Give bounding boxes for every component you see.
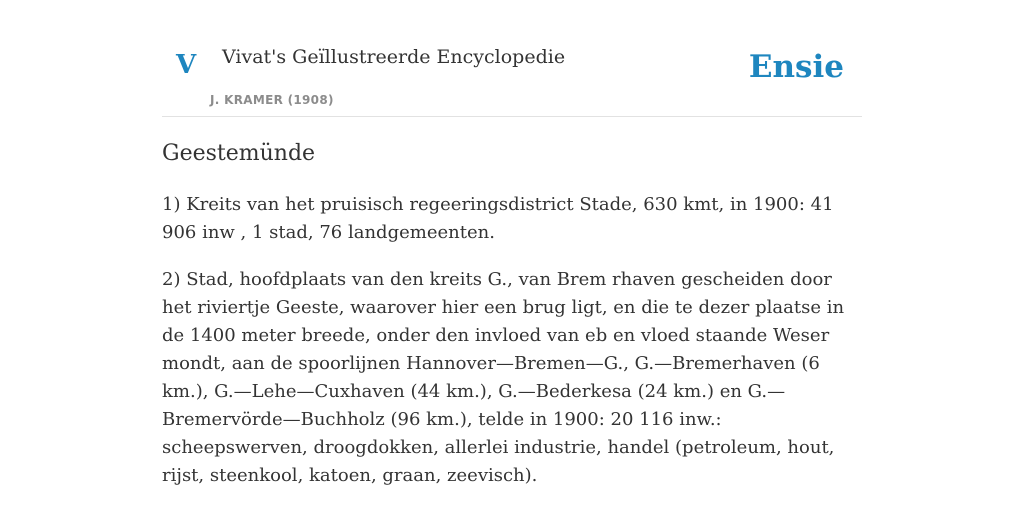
entry-content xyxy=(162,140,862,509)
entry-paragraph-2: 2) Stad, hoofdplaats van den kreits G., van Brem rhaven gescheiden door het riviertje Geeste, waarover hier een brug ligt, en die te dezer plaatse in de 1400 meter breede, onder den invloed van eb en vloed staande Weser mondt, aan de spoorlijnen Hannover—Bremen—G., G.—Bremerhaven (6 km.), G.—Lehe—Cuxhaven (44 km.), G.—Bederkesa (24 km.) en G.—Bremervörde—Buchholz (96 km.), telde in 1900: 20 116 inw.: scheepswerven, droogdokken, allerlei industrie, handel (petroleum, hout, rijst, steenkool, katoen, graan, zeevisch). xyxy=(162,268,845,486)
header xyxy=(162,0,862,117)
book-logo-letter[interactable]: V xyxy=(176,50,197,80)
book-author: J. KRAMER (1908) xyxy=(210,93,334,107)
entry-title: Geestemünde xyxy=(162,141,316,166)
brand-logo[interactable]: Ensie xyxy=(748,49,844,85)
entry-paragraph-1: 1) Kreits van het pruisisch regeeringsdistrict Stade, 630 kmt, in 1900: 41 906 inw , 1 stad, 76 landgemeenten. xyxy=(162,193,834,243)
book-title[interactable]: Vivat's Geïllustreerde Encyclopedie xyxy=(222,46,566,68)
